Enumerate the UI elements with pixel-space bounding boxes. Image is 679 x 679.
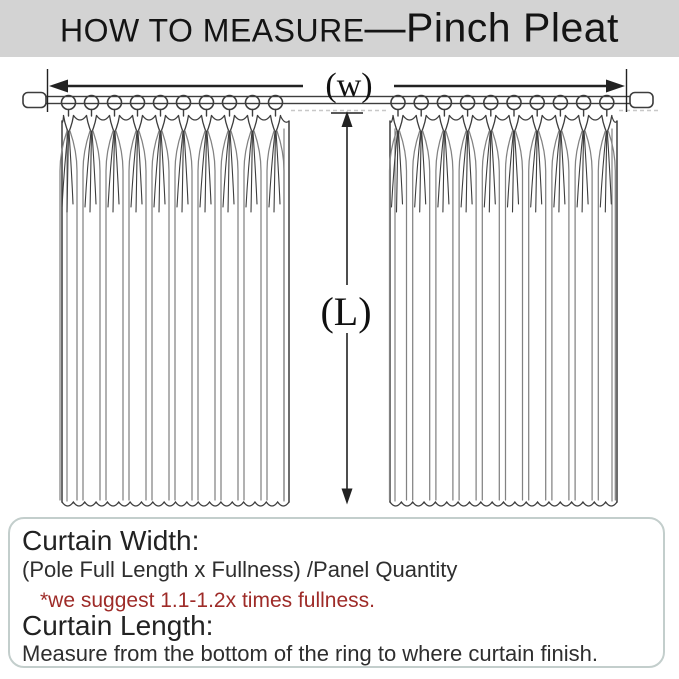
left-curtain-panel [60,96,289,507]
length-label: (L) [320,289,372,334]
fullness-note: *we suggest 1.1-1.2x times fullness. [40,589,375,612]
curtain-length-heading: Curtain Length: [22,610,214,641]
measure-instructions-box [8,517,665,668]
page-title-sub: —Pinch Pleat [364,4,619,51]
curtain-length-instruction: Measure from the bottom of the ring to where curtain finish. [22,641,598,666]
left-finial [23,93,46,108]
length-measure-arrow [320,111,371,505]
width-measure-arrow [48,67,627,112]
curtain-width-formula: (Pole Full Length x Fullness) /Panel Quantity [22,557,458,582]
right-curtain-panel [390,96,618,507]
right-finial [630,93,653,108]
curtain-width-heading: Curtain Width: [22,525,200,556]
width-label: (w) [325,67,373,104]
page-title-main: HOW TO MEASURE [60,12,365,49]
